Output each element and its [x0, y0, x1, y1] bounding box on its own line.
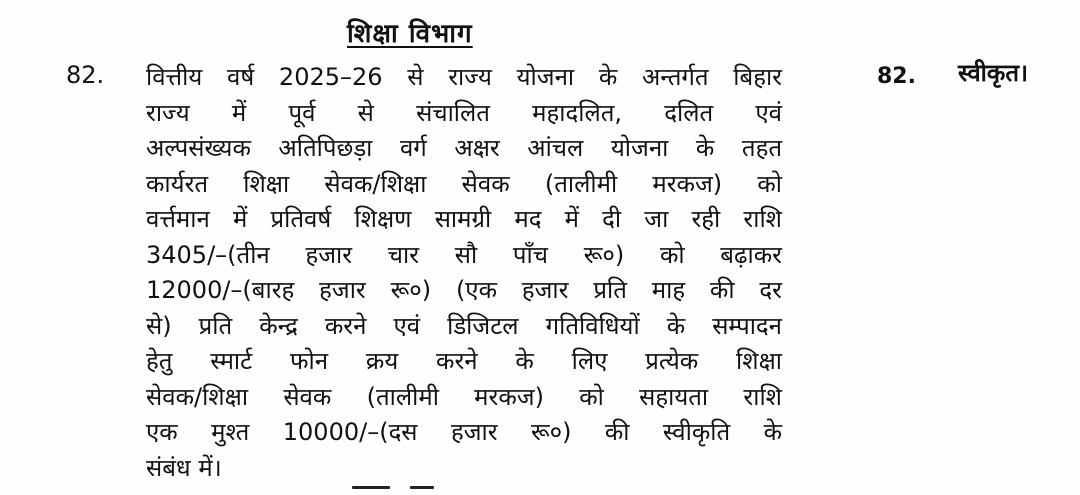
- description-line: राज्य में पूर्व से संचालित महादलित, दलित एवं: [146, 98, 782, 127]
- description-line: वर्त्तमान में प्रतिवर्ष शिक्षण सामग्री मद में दी जा रही राशि: [146, 205, 782, 233]
- description-line: से) प्रति केन्द्र करने एवं डिजिटल गतिविधियों के सम्पादन: [146, 311, 782, 340]
- item-description: [146, 60, 782, 486]
- description-line: कार्यरत शिक्षा सेवक/शिक्षा सेवक (तालीमी मरकज) को: [146, 169, 782, 198]
- description-line: 12000/–(बारह हजार रू०) (एक हजार प्रति माह की दर: [146, 276, 782, 304]
- description-line: संबंध में।: [146, 453, 222, 482]
- cutoff-text-fragment: [352, 486, 442, 495]
- decision-number: 82.: [877, 64, 916, 89]
- item-number: 82.: [66, 61, 105, 89]
- description-line: वित्तीय वर्ष 2025–26 से राज्य योजना के अन्तर्गत बिहार: [146, 63, 782, 91]
- description-line: 3405/–(तीन हजार चार सौ पाँच रू०) को बढ़ाकर: [146, 240, 782, 269]
- description-line: अल्पसंख्यक अतिपिछड़ा वर्ग अक्षर आंचल योजना के तहत: [146, 134, 782, 162]
- description-line: हेतु स्मार्ट फोन क्रय करने के लिए प्रत्येक शिक्षा: [146, 347, 782, 375]
- description-line: एक मुश्त 10000/–(दस हजार रू०) की स्वीकृति के: [146, 418, 782, 446]
- department-heading: शिक्षा विभाग: [347, 19, 473, 49]
- decision-status: स्वीकृत।: [958, 59, 1029, 87]
- description-line: सेवक/शिक्षा सेवक (तालीमी मरकज) को सहायता राशि: [146, 382, 782, 411]
